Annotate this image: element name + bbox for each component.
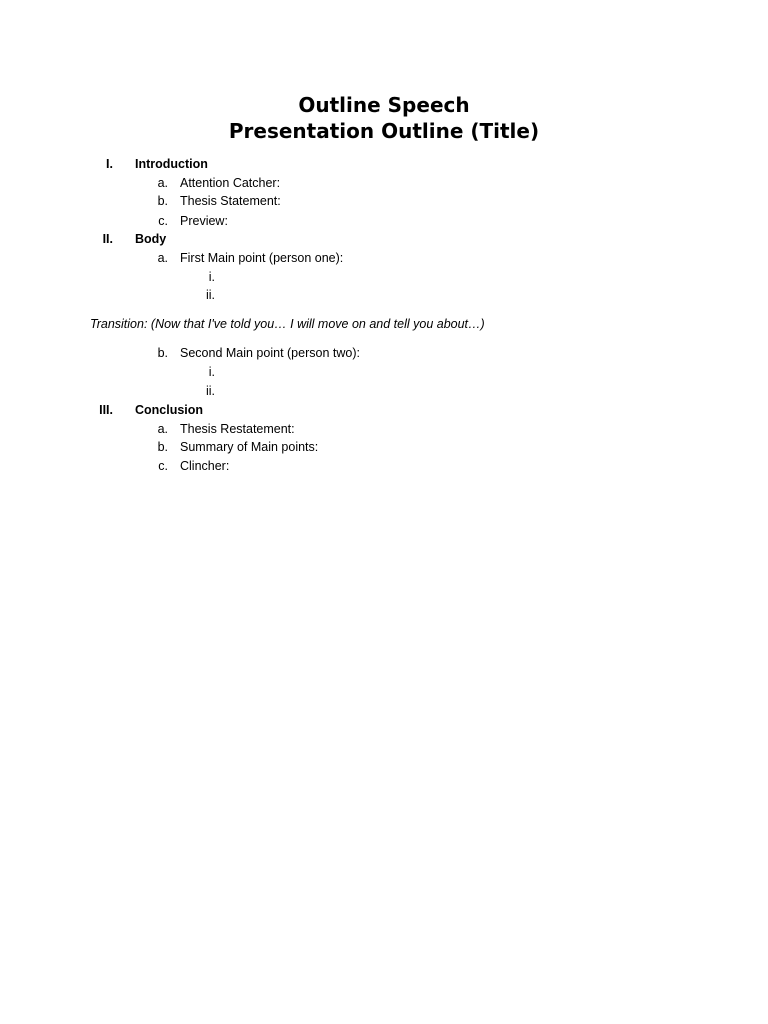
outline-item bbox=[0, 212, 768, 231]
section-heading: Introduction bbox=[135, 157, 208, 171]
outline-section-introduction bbox=[0, 155, 768, 174]
item-text: Preview: bbox=[180, 214, 228, 228]
outline-item bbox=[0, 420, 768, 439]
title-block bbox=[0, 92, 768, 144]
outline-section-body bbox=[0, 230, 768, 249]
subitem-marker: ii. bbox=[205, 288, 215, 302]
section-marker: I. bbox=[106, 157, 113, 171]
item-text: Attention Catcher: bbox=[180, 176, 281, 190]
section-marker: II. bbox=[102, 232, 113, 246]
outline-section-conclusion bbox=[0, 401, 768, 420]
outline-subitem bbox=[0, 286, 768, 305]
item-text: First Main point (person one): bbox=[180, 251, 344, 265]
outline-item bbox=[0, 249, 768, 268]
item-marker: c. bbox=[158, 459, 168, 473]
section-heading: Body bbox=[135, 232, 167, 246]
item-marker: b. bbox=[157, 346, 168, 360]
section-marker: III. bbox=[99, 403, 113, 417]
item-text: Thesis Statement: bbox=[180, 194, 281, 208]
subitem-marker: ii. bbox=[205, 384, 215, 398]
outline-subitem bbox=[0, 268, 768, 287]
item-marker: a. bbox=[157, 251, 168, 265]
outline-item bbox=[0, 192, 768, 211]
section-heading: Conclusion bbox=[135, 403, 204, 417]
subitem-marker: i. bbox=[208, 270, 215, 284]
item-text: Summary of Main points: bbox=[180, 440, 319, 454]
subitem-marker: i. bbox=[208, 365, 215, 379]
item-text: Second Main point (person two): bbox=[180, 346, 360, 360]
item-marker: c. bbox=[158, 214, 168, 228]
item-text: Clincher: bbox=[180, 459, 230, 473]
document-subtitle: Presentation Outline (Title) bbox=[228, 119, 540, 143]
outline-subitem bbox=[0, 363, 768, 382]
transition-line: Transition: (Now that I've told you… I will move on and tell you about…) bbox=[90, 317, 485, 331]
outline-item bbox=[0, 457, 768, 476]
item-marker: a. bbox=[157, 422, 168, 436]
item-marker: b. bbox=[157, 440, 168, 454]
outline-subitem bbox=[0, 382, 768, 401]
document-title: Outline Speech bbox=[298, 93, 470, 117]
outline-item bbox=[0, 438, 768, 457]
item-text: Thesis Restatement: bbox=[180, 422, 295, 436]
item-marker: a. bbox=[157, 176, 168, 190]
outline-item bbox=[0, 344, 768, 363]
outline-item bbox=[0, 174, 768, 193]
item-marker: b. bbox=[157, 194, 168, 208]
